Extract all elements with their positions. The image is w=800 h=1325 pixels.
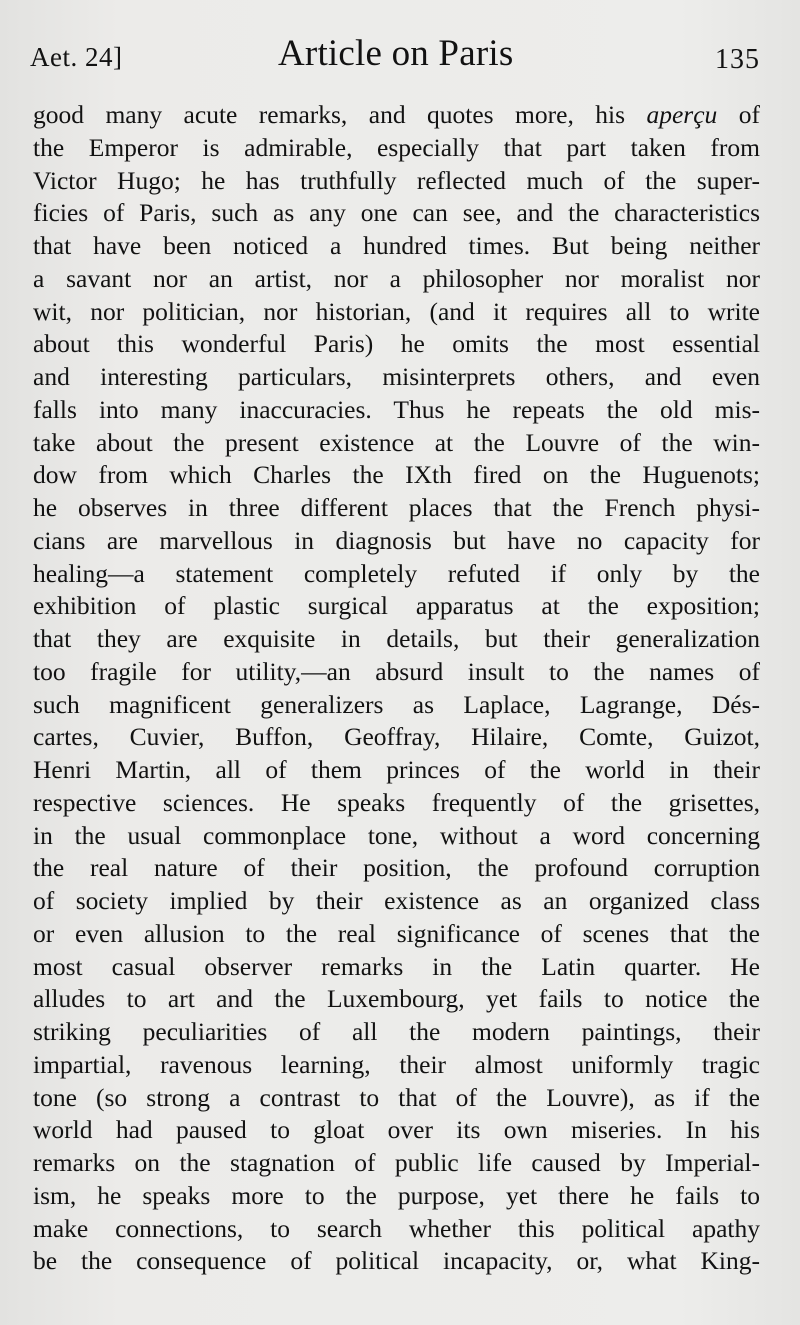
text-line: most casual observer remarks in the Latin quarter. He	[33, 951, 760, 981]
text-line: cians are marvellous in diagnosis but have no capacity for	[33, 525, 760, 555]
text-line: healing—a statement completely refuted if only by the	[33, 558, 760, 588]
text-line: be the consequence of political incapacity, or, what King-	[33, 1246, 760, 1276]
text-run: good many acute remarks, and quotes more, his	[33, 100, 626, 129]
text-line: world had paused to gloat over its own miseries. In his	[33, 1115, 760, 1145]
text-line: remarks on the stagnation of public life caused by Imperial-	[33, 1148, 760, 1177]
italic-word: aperçu	[646, 100, 718, 129]
text-line: such magnificent generalizers as Laplace, Lagrange, Dés-	[33, 689, 760, 719]
text-line: in the usual commonplace tone, without a word concerning	[33, 820, 760, 850]
body-text	[33, 99, 760, 1278]
text-line: a savant nor an artist, nor a philosopher nor moralist nor	[33, 263, 760, 293]
page-header	[30, 30, 770, 90]
text-line: too fragile for utility,—an absurd insult to the names of	[33, 656, 760, 686]
text-line: that they are exquisite in details, but their generalization	[33, 624, 760, 653]
text-line: Victor Hugo; he has truthfully reflected much of the super-	[33, 165, 760, 195]
text-line: impartial, ravenous learning, their almost uniformly tragic	[33, 1049, 760, 1079]
text-line: ism, he speaks more to the purpose, yet there he fails to	[33, 1180, 760, 1210]
text-line: respective sciences. He speaks frequently of the grisettes,	[33, 787, 760, 817]
text-line: the Emperor is admirable, especially that part taken from	[33, 132, 760, 162]
text-line: and interesting particulars, misinterprets others, and even	[33, 362, 760, 391]
text-line: the real nature of their position, the profound corruption	[33, 853, 760, 883]
text-line: he observes in three different places that the French physi-	[33, 493, 760, 522]
text-run: of	[738, 100, 760, 129]
text-line: dow from which Charles the IXth fired on the Huguenots;	[33, 460, 760, 490]
text-line: Henri Martin, all of them princes of the world in their	[33, 755, 760, 784]
text-line: striking peculiarities of all the modern paintings, their	[33, 1017, 760, 1046]
running-head-left: Aet. 24]	[30, 42, 123, 72]
text-line: ficies of Paris, such as any one can see, and the characteristics	[33, 198, 760, 228]
text-line: of society implied by their existence as an organized class	[33, 886, 760, 915]
text-line: wit, nor politician, nor historian, (and it requires all to write	[33, 296, 760, 326]
text-line: cartes, Cuvier, Buffon, Geoffray, Hilaire, Comte, Guizot,	[33, 722, 760, 752]
text-line: or even allusion to the real significance of scenes that the	[33, 918, 760, 948]
text-line: falls into many inaccuracies. Thus he repeats the old mis-	[33, 394, 760, 424]
text-line: exhibition of plastic surgical apparatus at the exposition;	[33, 591, 760, 621]
text-line: make connections, to search whether this political apathy	[33, 1213, 760, 1243]
text-line: take about the present existence at the Louvre of the win-	[33, 427, 760, 457]
text-line: alludes to art and the Luxembourg, yet fails to notice the	[33, 984, 760, 1014]
page-number: 135	[715, 44, 760, 75]
text-line: that have been noticed a hundred times. But being neither	[33, 231, 760, 260]
text-line: about this wonderful Paris) he omits the most essential	[33, 329, 760, 359]
text-line: tone (so strong a contrast to that of the Louvre), as if the	[33, 1082, 760, 1112]
text-line	[33, 99, 760, 132]
running-head-title: Article on Paris	[278, 33, 514, 74]
